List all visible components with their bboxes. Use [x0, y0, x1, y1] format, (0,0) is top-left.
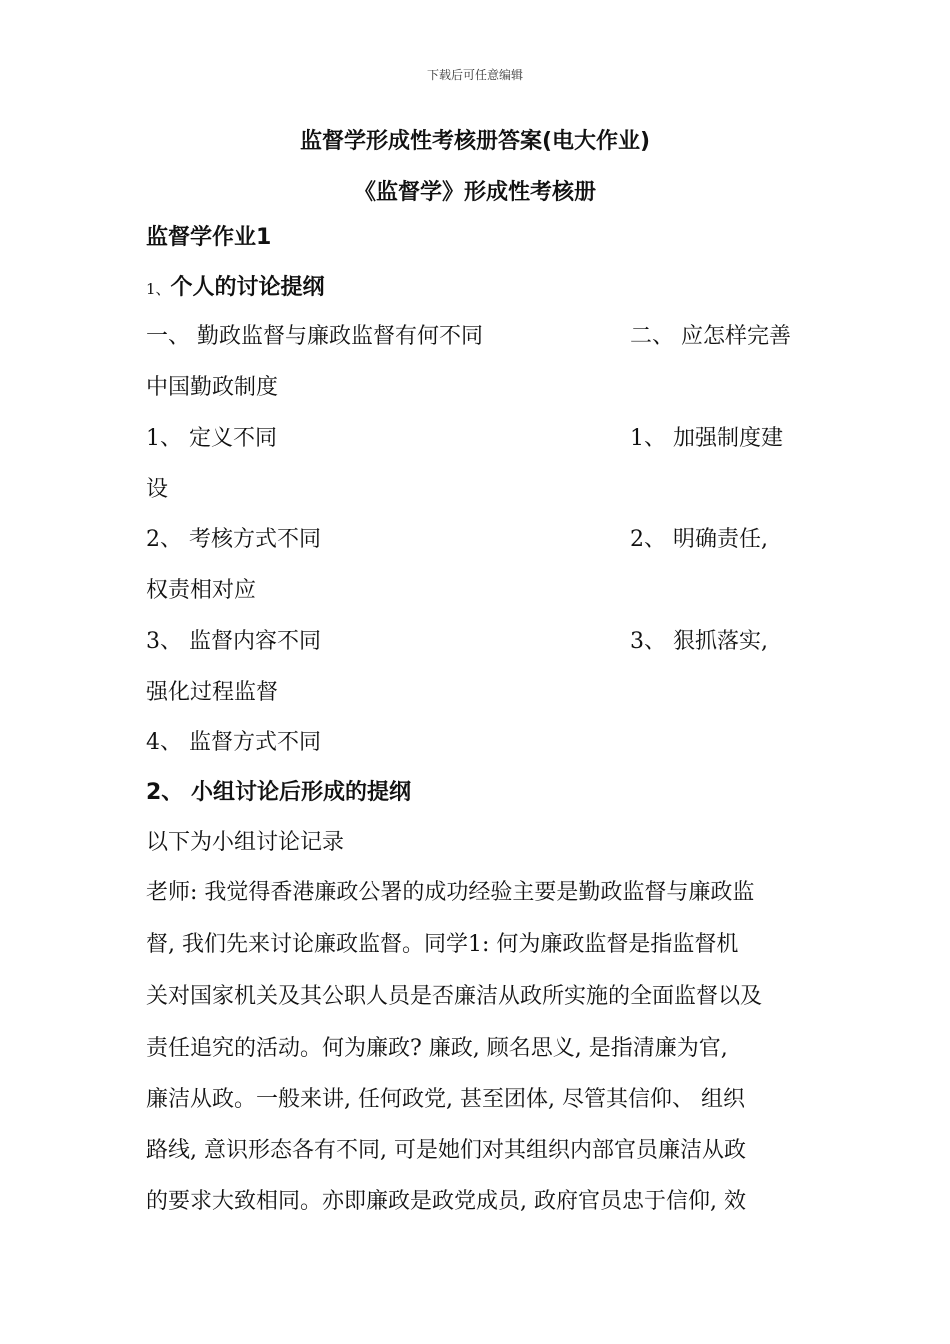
outline-right-item-1: 1、 加强制度建 — [630, 426, 783, 451]
paragraph-line: 督, 我们先来讨论廉政监督。同学1: 何为廉政监督是指监督机 — [146, 932, 739, 957]
outline-right-item-3: 3、 狠抓落实, — [630, 629, 768, 654]
outline-right-heading-cont: 中国勤政制度 — [146, 375, 279, 400]
paragraph-line: 老师: 我觉得香港廉政公署的成功经验主要是勤政监督与廉政监 — [146, 880, 755, 905]
outline-right-item-2: 2、 明确责任, — [630, 527, 768, 552]
item-1-number: 1、 — [146, 280, 171, 298]
outline-right-item-2-cont: 权责相对应 — [146, 578, 257, 603]
outline-left-item-1: 1、 定义不同 — [146, 426, 277, 451]
paragraph-line: 廉洁从政。一般来讲, 任何政党, 甚至团体, 尽管其信仰、 组织 — [146, 1087, 745, 1112]
outline-left-heading: 一、 勤政监督与廉政监督有何不同 — [146, 324, 483, 349]
outline-right-item-3-cont: 强化过程监督 — [146, 680, 279, 705]
item-2-heading: 2、 小组讨论后形成的提纲 — [146, 780, 411, 805]
outline-left-item-2: 2、 考核方式不同 — [146, 527, 321, 552]
document-subtitle: 《监督学》形成性考核册 — [353, 180, 596, 205]
paragraph-line: 的要求大致相同。亦即廉政是政党成员, 政府官员忠于信仰, 效 — [146, 1189, 746, 1214]
item-1-heading — [146, 275, 325, 302]
section-heading: 监督学作业1 — [146, 225, 272, 250]
paragraph-line: 路线, 意识形态各有不同, 可是她们对其组织内部官员廉洁从政 — [146, 1138, 746, 1163]
paragraph-line: 关对国家机关及其公职人员是否廉洁从政所实施的全面监督以及 — [146, 984, 763, 1009]
outline-left-item-3: 3、 监督内容不同 — [146, 629, 321, 654]
outline-right-heading: 二、 应怎样完善 — [630, 324, 791, 349]
outline-right-item-1-cont: 设 — [146, 477, 169, 502]
header-note: 下载后可任意编辑 — [426, 68, 523, 82]
item-1-label: 个人的讨论提纲 — [170, 275, 325, 300]
paragraph-line: 责任追究的活动。何为廉政? 廉政, 顾名思义, 是指清廉为官, — [146, 1036, 728, 1061]
record-intro: 以下为小组讨论记录 — [146, 830, 345, 855]
document-title: 监督学形成性考核册答案(电大作业) — [299, 129, 651, 154]
outline-left-item-4: 4、 监督方式不同 — [146, 730, 321, 755]
